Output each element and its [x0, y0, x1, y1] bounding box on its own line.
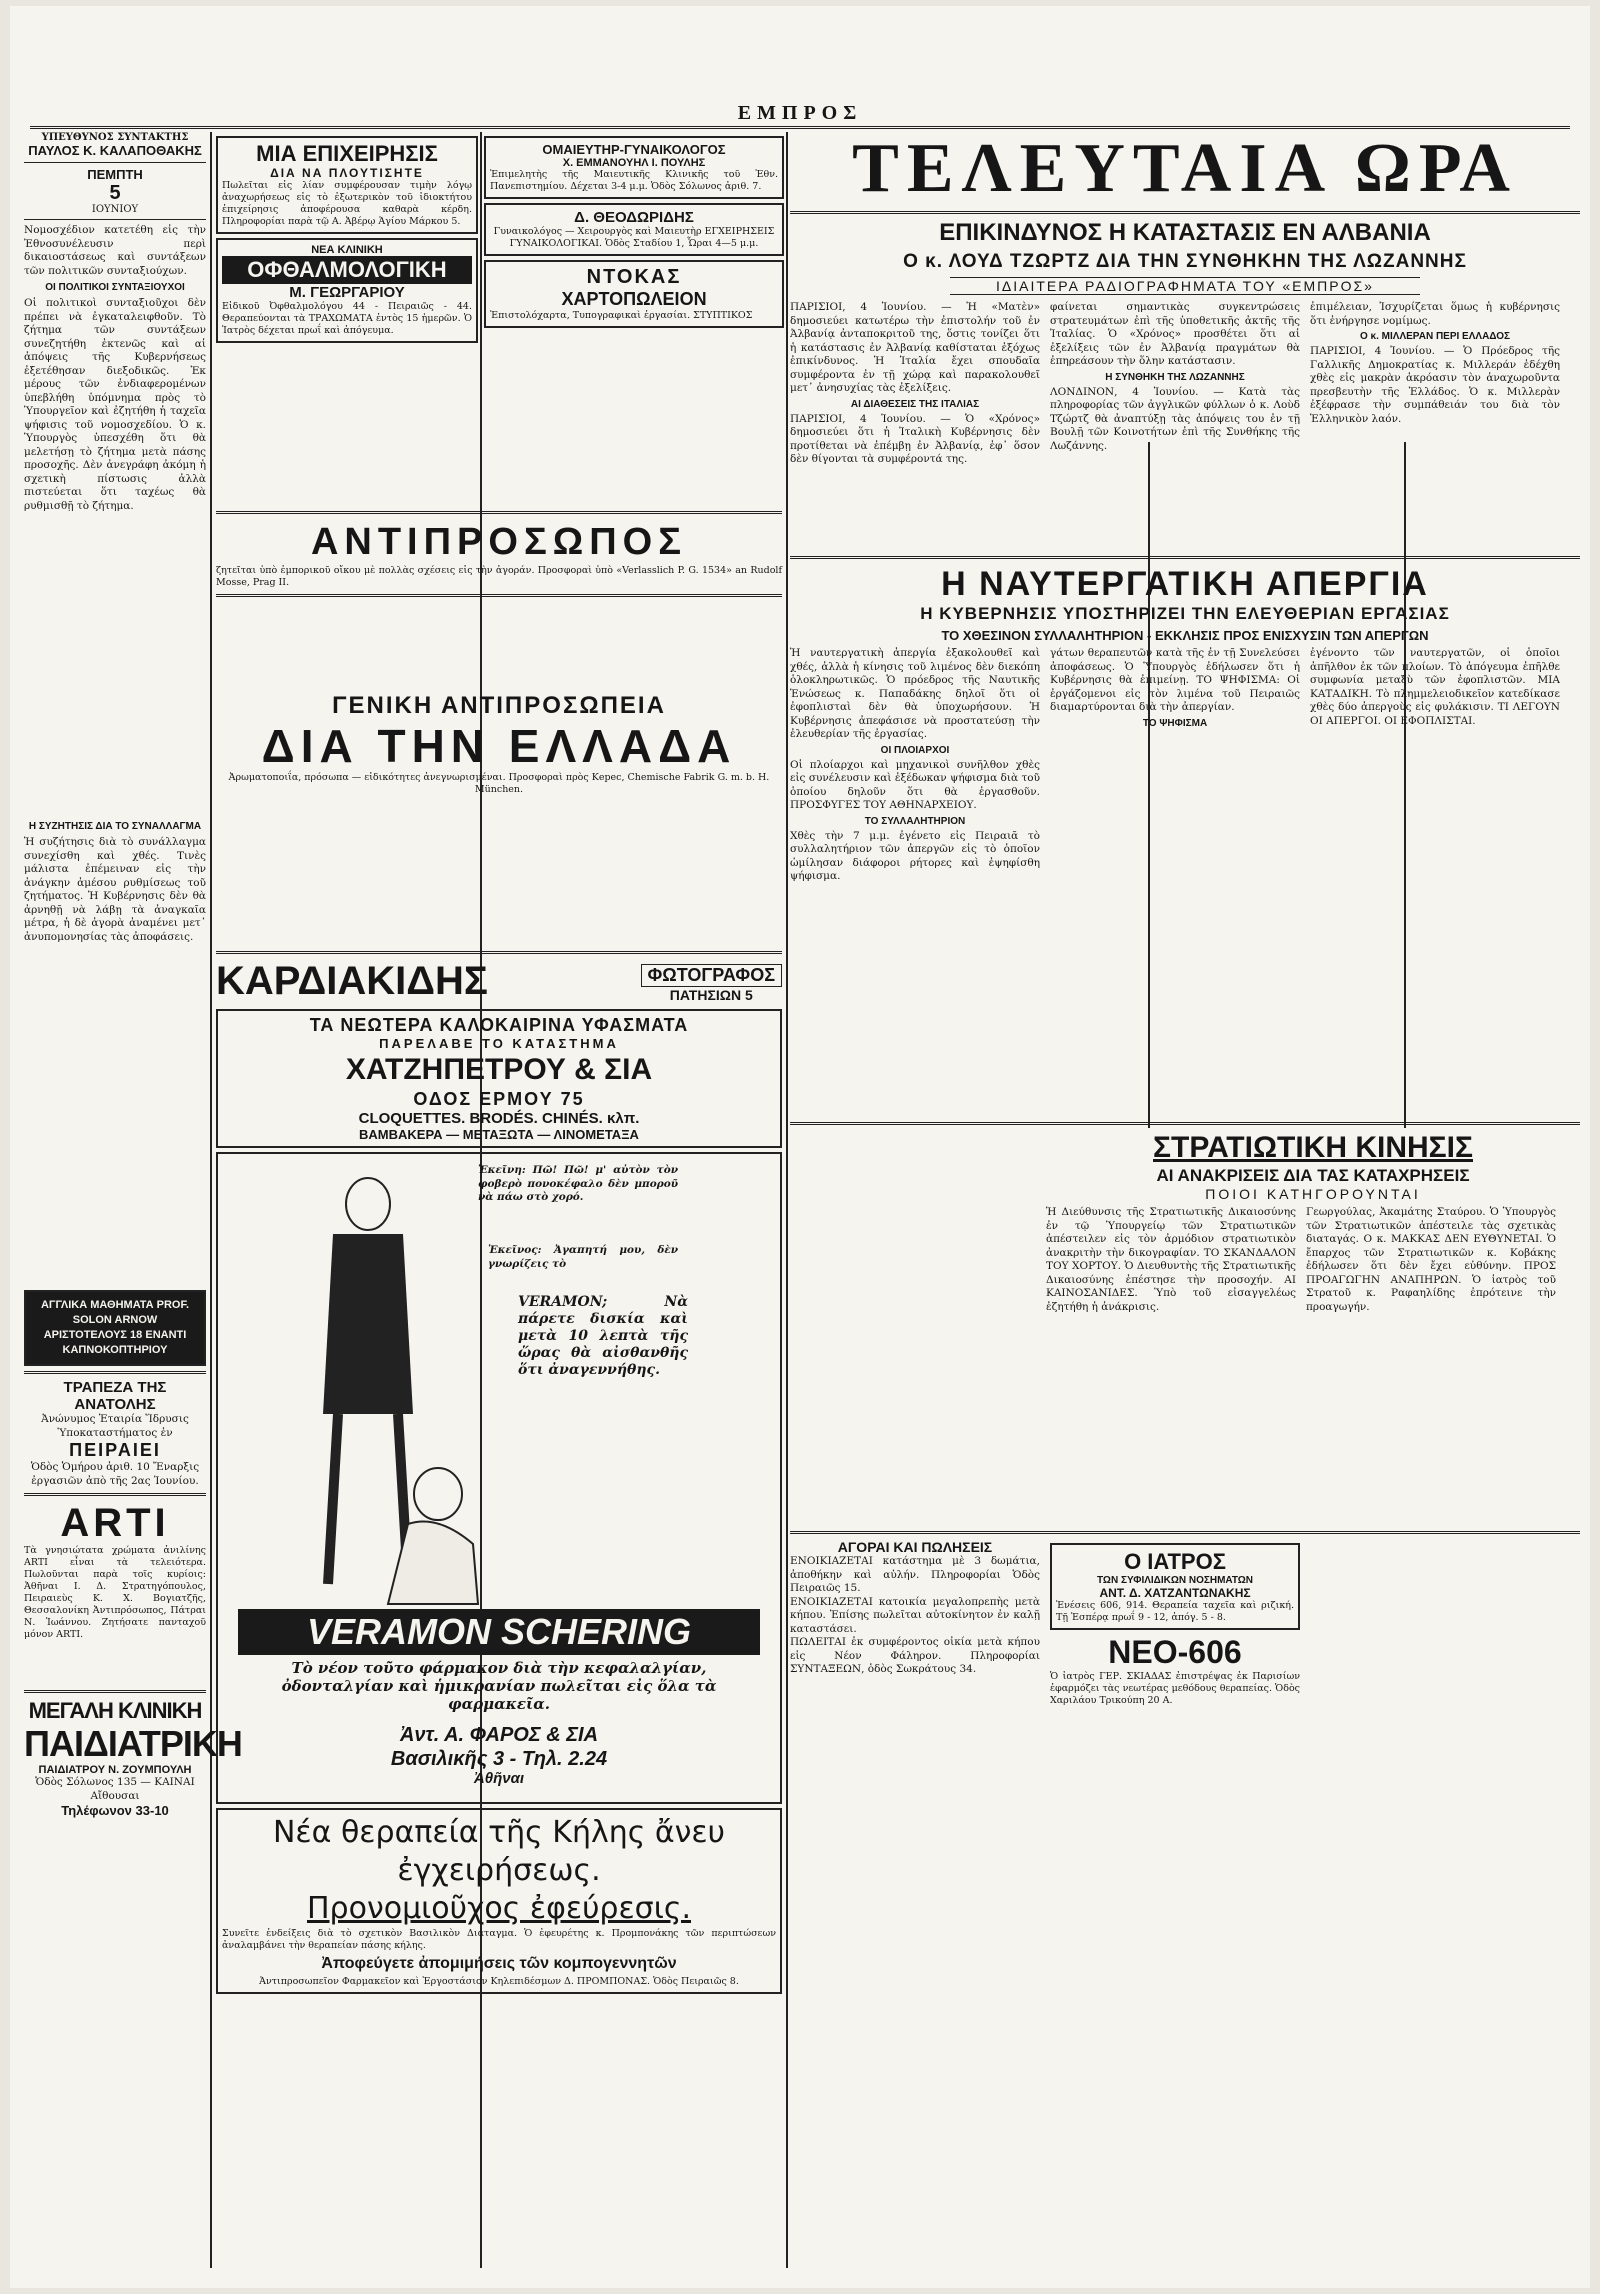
- strike-headline: Η ΝΑΥΤΕΡΓΑΤΙΚΗ ΑΠΕΡΓΙΑ: [941, 565, 1429, 603]
- headline-lloyd-george: Ο κ. ΛΟΥΔ ΤΖΩΡΤΖ ΔΙΑ ΤΗΝ ΣΥΝΘΗΚΗΝ ΤΗΣ ΛΩΖΑΝΝΗΣ: [903, 251, 1467, 272]
- photographer-ad: [216, 959, 782, 1003]
- month: ΙΟΥΝΙΟΥ: [91, 204, 139, 215]
- clinic-title-big: ΠΑΙΔΙΑΤΡΙΚΗ: [24, 1723, 242, 1764]
- general-agency-title: ΓΕΝΙΚΗ ΑΝΤΙΠΡΟΣΩΠΕΙΑ: [332, 692, 666, 719]
- business-ad-title: ΜΙΑ ΕΠΙΧΕΙΡΗΣΙΣ: [256, 141, 438, 166]
- veramon-speech-3: VERAMON; Νὰ πάρετε δισκία καὶ μετὰ 10 λεπτὰ τῆς ὥρας θὰ αἰσθανθῆς ὅτι ἀναγεννήθης.: [518, 1294, 688, 1378]
- business-ad: [216, 136, 478, 234]
- business-ad-text: Πωλεῖται εἰς λίαν συμφέρουσαν τιμὴν λόγῳ ἀναχωρήσεως εἰς τὸ ἐξωτερικὸν τοῦ ἰδιοκτήτου ἐπιχείρησις ἀποφέρουσα καθαρὰ κέρδη. Πληροφορίαι παρὰ τῷ Α. Ἀβέρῳ Ἁγίου Μάρκου 5.: [222, 180, 472, 227]
- strike-subheadline-2: ΤΟ ΧΘΕΣΙΝΟΝ ΣΥΛΛΑΛΗΤΗΡΙΟΝ - ΕΚΚΛΗΣΙΣ ΠΡΟΣ ΕΝΙΣΧΥΣΙΝ ΤΩΝ ΑΠΕΡΓΩΝ: [941, 628, 1429, 643]
- cable-news: [790, 301, 1580, 551]
- neo606-title: ΝΕΟ-606: [1108, 1634, 1242, 1670]
- strike-subhead: ΤΟ ΣΥΛΛΑΛΗΤΗΡΙΟΝ: [864, 815, 966, 827]
- fabric-subtitle: ΠΑΡΕΛΑΒΕ ΤΟ ΚΑΤΑΣΤΗΜΑ: [379, 1036, 619, 1051]
- masthead: ΕΜΠΡΟΣ: [737, 102, 863, 124]
- column-4: [790, 132, 1580, 2268]
- representative-title: ΑΝΤΙΠΡΟΣΩΠΟΣ: [310, 521, 688, 563]
- paper-shop-ad: [484, 260, 784, 328]
- military-subheadline: ΑΙ ΑΝΑΚΡΙΣΕΙΣ ΔΙΑ ΤΑΣ ΚΑΤΑΧΡΗΣΕΙΣ: [1156, 1166, 1470, 1185]
- eye-clinic-small: ΝΕΑ ΚΛΙΝΙΚΗ: [311, 244, 383, 256]
- news-text: ΠΑΡΙΣΙΟΙ, 4 Ἰουνίου. — Ὁ Πρόεδρος τῆς Γαλλικῆς Δημοκρατίας κ. Μιλλεράν ἐδέχθη χθὲς εἰς μακρὰν ἀκρόασιν τὸν ἀναχωροῦντα πρεσβευτὴν τῆς Ἑλλάδος. Ὁ κ. Μιλλερὰν ἐξέφρασε τὴν συμπάθειάν του διὰ τὸν Ἑλληνικὸν λαόν.: [1310, 345, 1560, 425]
- news-text: φαίνεται σημαντικὰς συγκεντρώσεις στρατευμάτων ἐπὶ τῆς ὑποθετικῆς ἀκτῆς τῆς Ἰταλίας. Ὁ «Χρόνος» προσθέτει ὅτι αἱ ἐξελίξεις τῶν ἐν Ἀλβανίᾳ πραγμάτων θὰ ἐπηρεάσουν τὴν ὅλην κατάστασιν.: [1050, 301, 1300, 367]
- neo606-text: Ὁ ἰατρὸς ΓΕΡ. ΣΚΙΑΔΑΣ ἐπιστρέψας ἐκ Παρισίων ἐφαρμόζει τὰς νεωτέρας μεθόδους θεραπείας. Ὁδὸς Χαριλάου Τρικούπη 20 Α.: [1050, 1671, 1300, 1706]
- veramon-text: Τὸ νέον τοῦτο φάρμακον διὰ τὴν κεφαλαλγίαν, ὀδονταλγίαν καὶ ἡμικρανίαν πωλεῖται εἰς ὅλα τὰ φαρμακεῖα.: [281, 1659, 717, 1713]
- column-rule: [210, 132, 212, 2268]
- doctor-name: ΑΝΤ. Δ. ΧΑΤΖΑΝΤΩΝΑΚΗΣ: [1099, 1586, 1251, 1600]
- news-subhead: ΑΙ ΔΙΑΘΕΣΕΙΣ ΤΗΣ ΙΤΑΛΙΑΣ: [850, 398, 980, 410]
- clinic-phone: Τηλέφωνον 33-10: [61, 1803, 169, 1818]
- strike-subhead: ΟΙ ΠΛΟΙΑΡΧΟΙ: [880, 744, 950, 756]
- bank-text: Ἀνώνυμος Ἑταιρία Ἵδρυσις Ὑποκαταστήματος ἐν: [41, 1413, 189, 1439]
- eye-clinic-ad: [216, 238, 478, 343]
- strike-article: [790, 647, 1580, 1117]
- news-subhead: Ο κ. ΜΙΛΛΕΡΑΝ ΠΕΡΙ ΕΛΛΑΔΟΣ: [1359, 331, 1510, 342]
- newspaper-page: [10, 6, 1590, 2288]
- latest-hour-banner: ΤΕΛΕΥΤΑΙΑ ΩΡΑ: [852, 130, 1518, 207]
- veramon-illustration: [238, 1164, 488, 1604]
- strike-subhead: ΤΟ ΨΗΦΙΣΜΑ: [1142, 717, 1208, 729]
- arti-title: ARTI: [60, 1501, 170, 1545]
- strike-text: Χθὲς τὴν 7 μ.μ. ἐγένετο εἰς Πειραιᾶ τὸ συλλαλητήριον τῶν ἀπεργῶν εἰς τὸ ὁποῖον ὡμίλησαν διάφοροι ρήτορες καὶ ἐψηφίσθη ψήφισμα.: [790, 829, 1040, 882]
- fabric-types: CLOQUETTES. BRODÉS. CHINÉS. κλπ.: [358, 1110, 640, 1127]
- gyn-title: ΟΜΑΙΕΥΤΗΡ-ΓΥΝΑΙΚΟΛΟΓΟΣ: [542, 142, 726, 157]
- strike-text: Ἡ ναυτεργατικὴ ἀπεργία ἐξακολουθεῖ καὶ χθές, ἀλλὰ ἡ κίνησις τοῦ λιμένος δὲν διεκόπη ὁλοκληρωτικῶς. Ὁ πρόεδρος τῆς Ναυτικῆς Ἑνώσεως κ. Παπαδάκης δηλοῖ ὅτι οἱ ἐφοπλισταὶ δὲν θὰ ὑποχωρήσουν. Ἡ Κυβέρνησις ἀπεφάσισε νὰ προστατεύσῃ τὴν ἐλευθερίαν τῆς ἐργασίας.: [790, 647, 1040, 740]
- veramon-speech-1: Ἐκεῖνη: Πῶ! Πῶ! μ' αὐτὸν τὸν φοβερὸ πονοκέφαλο δὲν μποροῦ νὰ πάω στὸ χορό.: [478, 1164, 678, 1203]
- editor-name: ΠΑΥΛΟΣ Κ. ΚΑΛΑΠΟΘΑΚΗΣ: [28, 143, 202, 158]
- classifieds-title: ΑΓΟΡΑΙ ΚΑΙ ΠΩΛΗΣΕΙΣ: [837, 1539, 993, 1555]
- news-text: ΠΑΡΙΣΙΟΙ, 4 Ἰουνίου. — Ἡ «Ματὲν» δημοσιεύει κατωτέρω τὴν ἐπιστολήν τοῦ ἐν Ἀλβανίᾳ ἀνταποκριτοῦ της, ὅστις τονίζει ὅτι ἡ κατάστασις ἐν Ἀλβανίᾳ καθίσταται ἐξόχως ἐπικίνδυνος. Ἡ Ἰταλία ἔχει σπουδαῖα συμφέροντα ἐν τῇ χώρᾳ καὶ παρακολουθεῖ μετ᾽ ἀνησυχίας τὰς ἐξελίξεις.: [790, 301, 1040, 394]
- paper-shop-text: Ἐπιστολόχαρτα, Τυπογραφικαὶ ἐργασίαι. ΣΤΥΠΤΙΚΟΣ: [490, 310, 753, 321]
- doctor-subtitle: ΤΩΝ ΣΥΦΙΛΙΔΙΚΩΝ ΝΟΣΗΜΑΤΩΝ: [1097, 1575, 1253, 1586]
- paper-shop-title: ΧΑΡΤΟΠΩΛΕΙΟΝ: [561, 289, 707, 309]
- strike-text: ἐγένοντο τῶν ναυτεργατῶν, οἱ ὁποῖοι ἀπῆλθον ἐκ τῶν πλοίων. Τὸ ἀπόγευμα ἐπῆλθε συμφωνία μεταξὺ τῶν ἐφοπλιστῶν. ΜΙΑ ΚΑΤΑΔΙΚΗ. Τὸ πλημμελειοδικεῖον κατεδίκασε χθὲς δύο ἀπεργοὺς εἰς φυλάκισιν. ΤΙ ΛΕΓΟΥΝ ΟΙ ΑΠΕΡΓΟΙ. ΟΙ ΕΦΟΠΛΙΣΤΑΙ.: [1310, 647, 1560, 727]
- classified-item: ΠΩΛΕΙΤΑΙ ἐκ συμφέροντος οἰκία μετὰ κήπου εἰς Νέον Φάληρον. Πληροφορίαι ΣΥΝΤΑΞΕΩΝ, ὁδὸς Σωκράτους 34.: [790, 1636, 1040, 1675]
- fabric-store: ΧΑΤΖΗΠΕΤΡΟΥ & ΣΙΑ: [345, 1053, 653, 1086]
- article-text: Οἱ πολιτικοὶ συνταξιοῦχοι δὲν πρέπει νὰ ἐγκαταλειφθοῦν. Τὸ ζήτημα τῶν συντάξεων συνεζητήθη ἐκτενῶς καὶ αἱ ἀπόψεις τῆς Κυβερνήσεως ἐξετέθησαν διεξοδικῶς. Ἐκ μέρους τῶν ἐνδιαφερομένων ὑπεβλήθη ὑπόμνημα πρὸς τὸ Ὑπουργεῖον καὶ ἐζητήθη ἡ ταχεῖα ψήφισις τοῦ νομοσχεδίου. Ὁ κ. Ὑπουργὸς ὑπεσχέθη ὅτι θὰ μελετήσῃ τὸ ζήτημα μετὰ πάσης προσοχῆς. Δὲν ἀνεγράφη ἀκόμη ἡ σχετικὴ πίστωσις ἀλλὰ πιστεύεται ὅτι ταχέως θὰ ρυθμισθῇ τὸ ζήτημα.: [24, 297, 206, 512]
- business-ad-subtitle: ΔΙΑ ΝΑ ΠΛΟΥΤΙΣΗΤΕ: [270, 166, 424, 180]
- hernia-text: Συνεῖτε ἐνδείξεις διὰ τὸ σχετικὸν Βασιλικὸν Διάταγμα. Ὁ ἐφευρέτης κ. Προμπονάκης τῶν περιπτώσεων ἀναλαμβάνει τὴν θεραπείαν πάσης κήλης.: [222, 1928, 776, 1951]
- veramon-city: Ἀθῆναι: [473, 1770, 525, 1787]
- theodoridis-ad: [484, 203, 784, 256]
- classified-item: ΕΝΟΙΚΙΑΖΕΤΑΙ κατάστημα μὲ 3 δωμάτια, ἀποθήκην καὶ αὐλήν. Πληροφορίαι Ὁδὸς Πειραιῶς 15.: [790, 1555, 1040, 1594]
- strike-text: Οἱ πλοίαρχοι καὶ μηχανικοὶ συνῆλθον χθὲς εἰς συνέλευσιν καὶ ἐξέδωκαν ψήφισμα διὰ τοῦ ὁποίου δηλοῦν ὅτι θὰ ἐργασθοῦν. ΠΡΟΣΦΥΓΕΣ ΤΟΥ ΑΘΗΝΑΡΧΕΙΟΥ.: [790, 758, 1040, 811]
- general-agency-text: Ἀρωματοποιΐα, πρόσωπα — εἰδικότητες ἀνεγνωρισμέναι. Προσφοραὶ πρὸς Κepec, Chemische Fabrik G. m. b. H. München.: [228, 772, 770, 795]
- veramon-address: Βασιλικῆς 3 - Τηλ. 2.24: [390, 1748, 608, 1770]
- hernia-address: Ἀντιπροσωπεῖον Φαρμακεῖον καὶ Ἐργοστάσιον Κηλεπιδέσμων Δ. ΠΡΟΜΠΟΝΑΣ. Ὁδὸς Πειραιῶς 8.: [259, 1976, 739, 1987]
- strike-text: γάτων θεραπευτῶν κατὰ τῆς ἐν τῇ Συνελεύσει ἀποφάσεως. Ὁ Ὑπουργὸς ἐδήλωσεν ὅτι ἡ Κυβέρνησις θὰ ἐπιμείνῃ. ΤΟ ΨΗΦΙΣΜΑ: Οἱ ἐργάζομενοι εἰς τὸν λιμένα τοῦ Πειραιῶς διαμαρτύρονται διὰ τὴν ἀπεργίαν.: [1050, 647, 1300, 713]
- weekday: ΠΕΜΠΤΗ: [87, 167, 143, 182]
- column-rule: [786, 132, 788, 2268]
- photographer-role: ΦΩΤΟΓΡΑΦΟΣ: [641, 964, 782, 987]
- military-text: Ἡ Διεύθυνσις τῆς Στρατιωτικῆς Δικαιοσύνης ἐν τῷ Ὑπουργείῳ τῶν Στρατιωτικῶν ἀπέστειλεν εἰς τὸν ἀρμόδιον στρατιωτικὸν ἀνακριτὴν τὴν δικογραφίαν. ΤΟ ΣΚΑΝΔΑΛΟΝ ΤΟΥ ΧΟΡΤΟΥ. Ὁ Διευθυντὴς τῆς Στρατιωτικῆς Δικαιοσύνης ἐπέστησε τὴν προσοχήν. ΑΙ ΚΑΙΝΟΣΑΝΙΔΕΣ. Ὑπὸ τοῦ εἰσαγγελέως ἐζητήθη ἡ ἀνάκρισις.: [1046, 1206, 1296, 1313]
- arti-text: Τὰ γνησιώτατα χρώματα ἀνιλίνης ARTI εἶναι τὰ τελειότερα. Πωλοῦνται παρὰ τοῖς κυρίοις: Ἀθῆναι Ι. Δ. Στρατηγόπουλος, Πειραιεὺς Κ. Χ. Βογιατζῆς, Θεσσαλονίκη Ἀντιπρόσωπος, Πάτραι Ν. Ἰωάννου. Ζητήσατε πανταχοῦ μόνον ARTI.: [24, 1545, 206, 1640]
- bank-city: ΠΕΙΡΑΙΕΙ: [69, 1440, 161, 1460]
- eye-clinic-text: Εἰδικοῦ Ὀφθαλμολόγου 44 - Πειραιῶς - 44. Θεραπεύονται τὰ ΤΡΑΧΩΜΑΤΑ ἐντὸς 15 ἡμερῶν. Ὁ Ἱατρὸς δέχεται πρωΐ καὶ ἀπόγευμα.: [222, 301, 472, 336]
- news-subhead: Η ΣΥΝΘΗΚΗ ΤΗΣ ΛΩΖΑΝΝΗΣ: [1105, 371, 1245, 383]
- general-agency-big: ΔΙΑ ΤΗΝ ΕΛΛΑΔΑ: [261, 720, 737, 772]
- headline-radio: ΙΔΙΑΙΤΕΡΑ ΡΑΔΙΟΓΡΑΦΗΜΑΤΑ ΤΟΥ «ΕΜΠΡΟΣ»: [950, 277, 1420, 295]
- veramon-agent: Ἀντ. Α. ΦΑΡΟΣ & ΣΙΑ: [399, 1724, 599, 1746]
- column-1: [24, 132, 242, 2268]
- bank-title: ΤΡΑΠΕΖΑ ΤΗΣ ΑΝΑΤΟΛΗΣ: [63, 1379, 167, 1413]
- photographer-address: ΠΑΤΗΣΙΩΝ 5: [669, 987, 753, 1003]
- fabric-title: ΤΑ ΝΕΩΤΕΡΑ ΚΑΛΟΚΑΙΡΙΝΑ ΥΦΑΣΜΑΤΑ: [309, 1015, 689, 1035]
- theo-text: Γυναικολόγος — Χειρουργὸς καὶ Μαιευτὴρ ΕΓΧΕΙΡΗΣΕΙΣ ΓΥΝΑΙΚΟΛΟΓΙΚΑΙ. Ὁδὸς Σταδίου 1, Ὧραι 4—5 μ.μ.: [493, 226, 775, 249]
- veramon-speech-2: Ἐκεῖνος: Ἀγαπητή μου, δὲν γνωρίζεις τὸ: [488, 1244, 678, 1270]
- fabric-address: ΟΔΟΣ ΕΡΜΟΥ 75: [413, 1089, 585, 1109]
- military-article: [1046, 1206, 1580, 1526]
- article-subhead: ΟΙ ΠΟΛΙΤΙΚΟΙ ΣΥΝΤΑΞΙΟΥΧΟΙ: [45, 282, 185, 293]
- hernia-ad: [216, 1808, 782, 1994]
- editor-role: ΥΠΕΥΘΥΝΟΣ ΣΥΝΤΑΚΤΗΣ: [41, 132, 189, 143]
- news-text: ἐπιμέλειαν, Ἰσχυρίζεται ὅμως ἡ κυβέρνησις ὅτι ἐνήργησε νομίμως.: [1310, 301, 1560, 327]
- fabric-ad: [216, 1009, 782, 1148]
- paper-shop-name: ΝΤΟΚΑΣ: [586, 266, 682, 288]
- doctor-title: Ο ΙΑΤΡΟΣ: [1124, 1549, 1226, 1574]
- clinic-title: ΜΕΓΑΛΗ ΚΛΙΝΙΚΗ: [28, 1698, 202, 1723]
- photographer-name: ΚΑΡΔΙΑΚΙΔΗΣ: [216, 959, 488, 1003]
- gynecologist-ad: [484, 136, 784, 199]
- representative-text: ζητεῖται ὑπὸ ἐμπορικοῦ οἴκου μὲ πολλὰς σχέσεις εἰς τὴν ἀγοράν. Προσφοραὶ ὑπὸ «Verlasslich P. G. 1534» an Rudolf Mosse, Prag II.: [216, 565, 782, 588]
- doctor-ad: [1050, 1543, 1300, 1630]
- clinic-address: Ὁδὸς Σόλωνος 135 — ΚΑΙΝΑΙ Αἴθουσαι: [35, 1776, 195, 1802]
- article-text: Ἡ συζήτησις διὰ τὸ συνάλλαγμα συνεχίσθη καὶ χθές. Τινὲς μάλιστα ἐπέμειναν εἰς τὴν ἀνάγκην ἀμέσου ρυθμίσεως τοῦ ζητήματος. Ἡ Κυβέρνησις δὲν θὰ ἀρνηθῇ νὰ λάβῃ τὰ ἀναγκαῖα μέτρα, ἡ δὲ ἀγορὰ ἀναμένει μετ᾽ ἀνυπομονησίας τὰς ἀποφάσεις.: [24, 836, 206, 943]
- news-text: ΠΑΡΙΣΙΟΙ, 4 Ἰουνίου. — Ὁ «Χρόνος» δημοσιεύει ὅτι ἡ Ἰταλικὴ Κυβέρνησις δὲν προτίθεται νὰ ἐπέμβῃ ἐν Ἀλβανίᾳ, ἐφ᾽ ὅσον δὲν θίγονται τὰ συμφέροντά της.: [790, 412, 1040, 465]
- veramon-brand: VERAMON SCHERING: [238, 1609, 760, 1655]
- military-text: Γεωργούλας, Ἀκαμάτης Σταύρου. Ὁ Ὑπουργὸς τῶν Στρατιωτικῶν ἀπέστειλε τὰς σχετικὰς διαταγάς. Ο κ. ΜΑΚΚΑΣ ΔΕΝ ΕΥΘΥΝΕΤΑΙ. Ὁ ἔπαρχος τῶν Στρατιωτικῶν κ. Κοβάκης ἐδήλωσεν ὅτι δὲν ἔχει εὐθύνην. ΠΡΟΣ ΠΡΟΑΓΩΓΗΝ ΑΝΑΠΗΡΩΝ. Ὁ ἱατρὸς τοῦ Στρατοῦ κ. Ραφαηλίδης ἐπρότεινε τὴν προαγωγήν.: [1306, 1206, 1556, 1313]
- gyn-name: Χ. ΕΜΜΑΝΟΥΗΛ Ι. ΠΟΥΛΗΣ: [562, 157, 706, 169]
- military-subheadline-2: ΠΟΙΟΙ ΚΑΤΗΓΟΡΟΥΝΤΑΙ: [1205, 1186, 1421, 1202]
- theo-name: Δ. ΘΕΟΔΩΡΙΔΗΣ: [574, 209, 694, 226]
- clinic-doctor: ΠΑΙΔΙΑΤΡΟΥ Ν. ΖΟΥΜΠΟΥΛΗ: [38, 1764, 192, 1776]
- bank-address: Ὁδὸς Ὁμήρου ἀριθ. 10 Ἔναρξις ἐργασιῶν ἀπὸ τῆς 2ας Ἰουνίου.: [30, 1461, 200, 1487]
- news-text: ΛΟΝΔΙΝΟΝ, 4 Ἰουνίου. — Κατὰ τὰς πληροφορίας τῶν ἀγγλικῶν φύλλων ὁ κ. Λοὺδ Τζώρτζ θὰ ἀναπτύξῃ τὰς ἀπόψεις του ἐν τῇ Βουλῇ τῶν Κοινοτήτων ἐπὶ τῆς Συνθήκης τῆς Λωζάννης.: [1050, 385, 1300, 452]
- gyn-text: Ἐπιμελητὴς τῆς Μαιευτικῆς Κλινικῆς τοῦ Ἐθν. Πανεπιστημίου. Δέχεται 3-4 μ.μ. Ὁδὸς Σόλωνος ἀριθ. 7.: [490, 169, 778, 192]
- representative-ads: [216, 506, 782, 946]
- headline-albania: ΕΠΙΚΙΝΔΥΝΟΣ Η ΚΑΤΑΣΤΑΣΙΣ ΕΝ ΑΛΒΑΝΙΑ: [939, 219, 1431, 246]
- fabric-types-2: ΒΑΜΒΑΚΕΡΑ — ΜΕΤΑΞΩΤΑ — ΛΙΝΟΜΕΤΑΞΑ: [359, 1127, 639, 1142]
- lower-ads: [216, 946, 782, 2276]
- eye-clinic-doctor: Μ. ΓΕΩΡΓΑΡΙΟΥ: [289, 284, 405, 301]
- veramon-ad: [216, 1152, 782, 1804]
- classified-item: ΕΝΟΙΚΙΑΖΕΤΑΙ κατοικία μεγαλοπρεπὴς μετὰ κήπου. Ἐπίσης πωλεῖται αὐτοκίνητον ἐν καλῇ καταστάσει.: [790, 1595, 1040, 1635]
- hernia-subtitle: Προνομιοῦχος ἐφεύρεσις.: [307, 1891, 691, 1926]
- column-3-ads: [484, 132, 784, 382]
- strike-subheadline: Η ΚΥΒΕΡΝΗΣΙΣ ΥΠΟΣΤΗΡΙΖΕΙ ΤΗΝ ΕΛΕΥΘΕΡΙΑΝ ΕΡΓΑΣΙΑΣ: [920, 604, 1450, 623]
- masthead-rule: [30, 126, 1570, 129]
- military-headline: ΣΤΡΑΤΙΩΤΙΚΗ ΚΙΝΗΣΙΣ: [1153, 1131, 1473, 1164]
- article-subhead: Η ΣΥΖΗΤΗΣΙΣ ΔΙΑ ΤΟ ΣΥΝΑΛΛΑΓΜΑ: [28, 821, 202, 832]
- hernia-title: Νέα θεραπεία τῆς Κήλης ἄνευ ἐγχειρήσεως.: [272, 1815, 726, 1888]
- article-text: Νομοσχέδιον κατετέθη εἰς τὴν Ἐθνοσυνέλευσιν περὶ δικαιοστάσεως καὶ συντάξεων τῶν πολιτικῶν συνταξιούχων.: [24, 224, 206, 277]
- bottom-ads: [790, 1539, 1580, 1707]
- eye-clinic-title: ΟΦΘΑΛΜΟΛΟΓΙΚΗ: [222, 256, 472, 284]
- english-lessons-ad: ΑΓΓΛΙΚΑ ΜΑΘΗΜΑΤΑ PROF. SOLON ARNOW ΑΡΙΣΤΟΤΕΛΟΥΣ 18 ΕΝΑΝΤΙ ΚΑΠΝΟΚΟΠΤΗΡΙΟΥ: [24, 1290, 206, 1366]
- day-number: 5: [109, 182, 121, 204]
- doctor-text: Ἐνέσεις 606, 914. Θεραπεία ταχεῖα καὶ ριζική. Τῇ Ἑσπέρᾳ πρωΐ 9 - 12, ἀπόγ. 5 - 8.: [1056, 1600, 1294, 1623]
- hernia-warning: Ἀποφεύγετε ἀπομιμήσεις τῶν κομπογεννητῶν: [321, 1955, 677, 1972]
